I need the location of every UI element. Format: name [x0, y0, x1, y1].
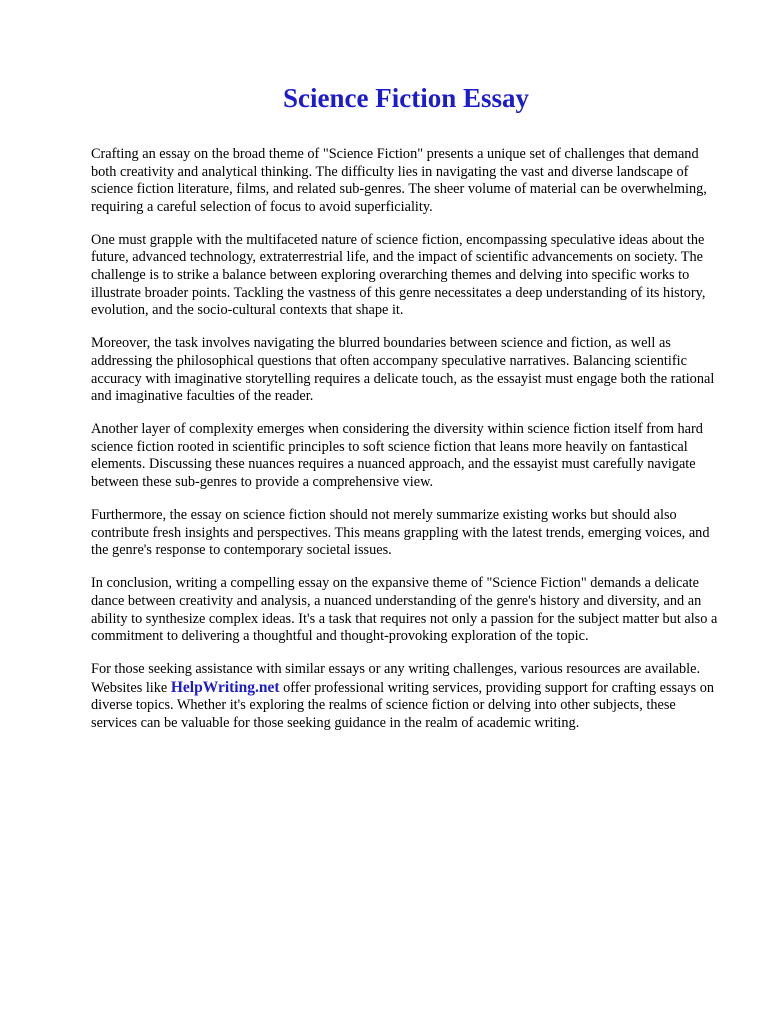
paragraph-4: Another layer of complexity emerges when considering the diversity within science fiction itself from hard science fiction rooted in scientific principles to soft science fiction that leans more heavily on fantastical elements. Discussing these nuances requires a nuanced approach, and the essayist must carefully navigate between these sub-genres to provide a comprehensive view.: [91, 421, 703, 490]
paragraph-7: [91, 661, 723, 732]
paragraph-2: One must grapple with the multifaceted nature of science fiction, encompassing speculative ideas about the future, advanced technology, extraterrestrial life, and the impact of scientific advancements on society. The challenge is to strike a balance between exploring overarching themes and delving into specific works to illustrate broader points. Tackling the vastness of this genre necessitates a deep understanding of its history, evolution, and the socio-cultural contexts that shape it.: [91, 231, 706, 319]
paragraph-5: Furthermore, the essay on science fiction should not merely summarize existing works but should also contribute fresh insights and perspectives. This means grappling with the latest trends, emerging voices, and the genre's response to contemporary societal issues.: [91, 507, 710, 559]
paragraph-3: Moreover, the task involves navigating the blurred boundaries between science and fiction, as well as addressing the philosophical questions that often accompany speculative narratives. Balancing scientific accuracy with imaginative storytelling requires a delicate touch, as the essayist must engage both the rational and imaginative faculties of the reader.: [91, 335, 715, 405]
essay-body: [91, 146, 723, 748]
paragraph-6: In conclusion, writing a compelling essay on the expansive theme of "Science Fiction" demands a delicate dance between creativity and analysis, a nuanced understanding of the genre's history and diversity, and an ability to synthesize complex ideas. It's a task that requires not only a passion for the subject matter but also a commitment to delivering a thoughtful and thought-provoking exploration of the topic.: [91, 575, 718, 645]
helpwriting-link[interactable]: HelpWriting.net: [170, 678, 280, 696]
paragraph-7-lead: For those seeking assistance with similar essays or any writing challenges, various resources are available. Websites like: [91, 661, 701, 696]
paragraph-1: Crafting an essay on the broad theme of "Science Fiction" presents a unique set of challenges that demand both creativity and analytical thinking. The difficulty lies in navigating the vast and diverse landscape of science fiction literature, films, and related sub-genres. The sheer volume of material can be overwhelming, requiring a careful selection of focus to avoid superficiality.: [91, 146, 707, 215]
paragraph-7-tail: offer professional writing services, providing support for crafting essays on diverse topics. Whether it's exploring the realms of science fiction or delving into other subjects, these services can be valuable for those seeking guidance in the realm of academic writing.: [91, 679, 715, 732]
page-title: Science Fiction Essay: [283, 83, 529, 113]
